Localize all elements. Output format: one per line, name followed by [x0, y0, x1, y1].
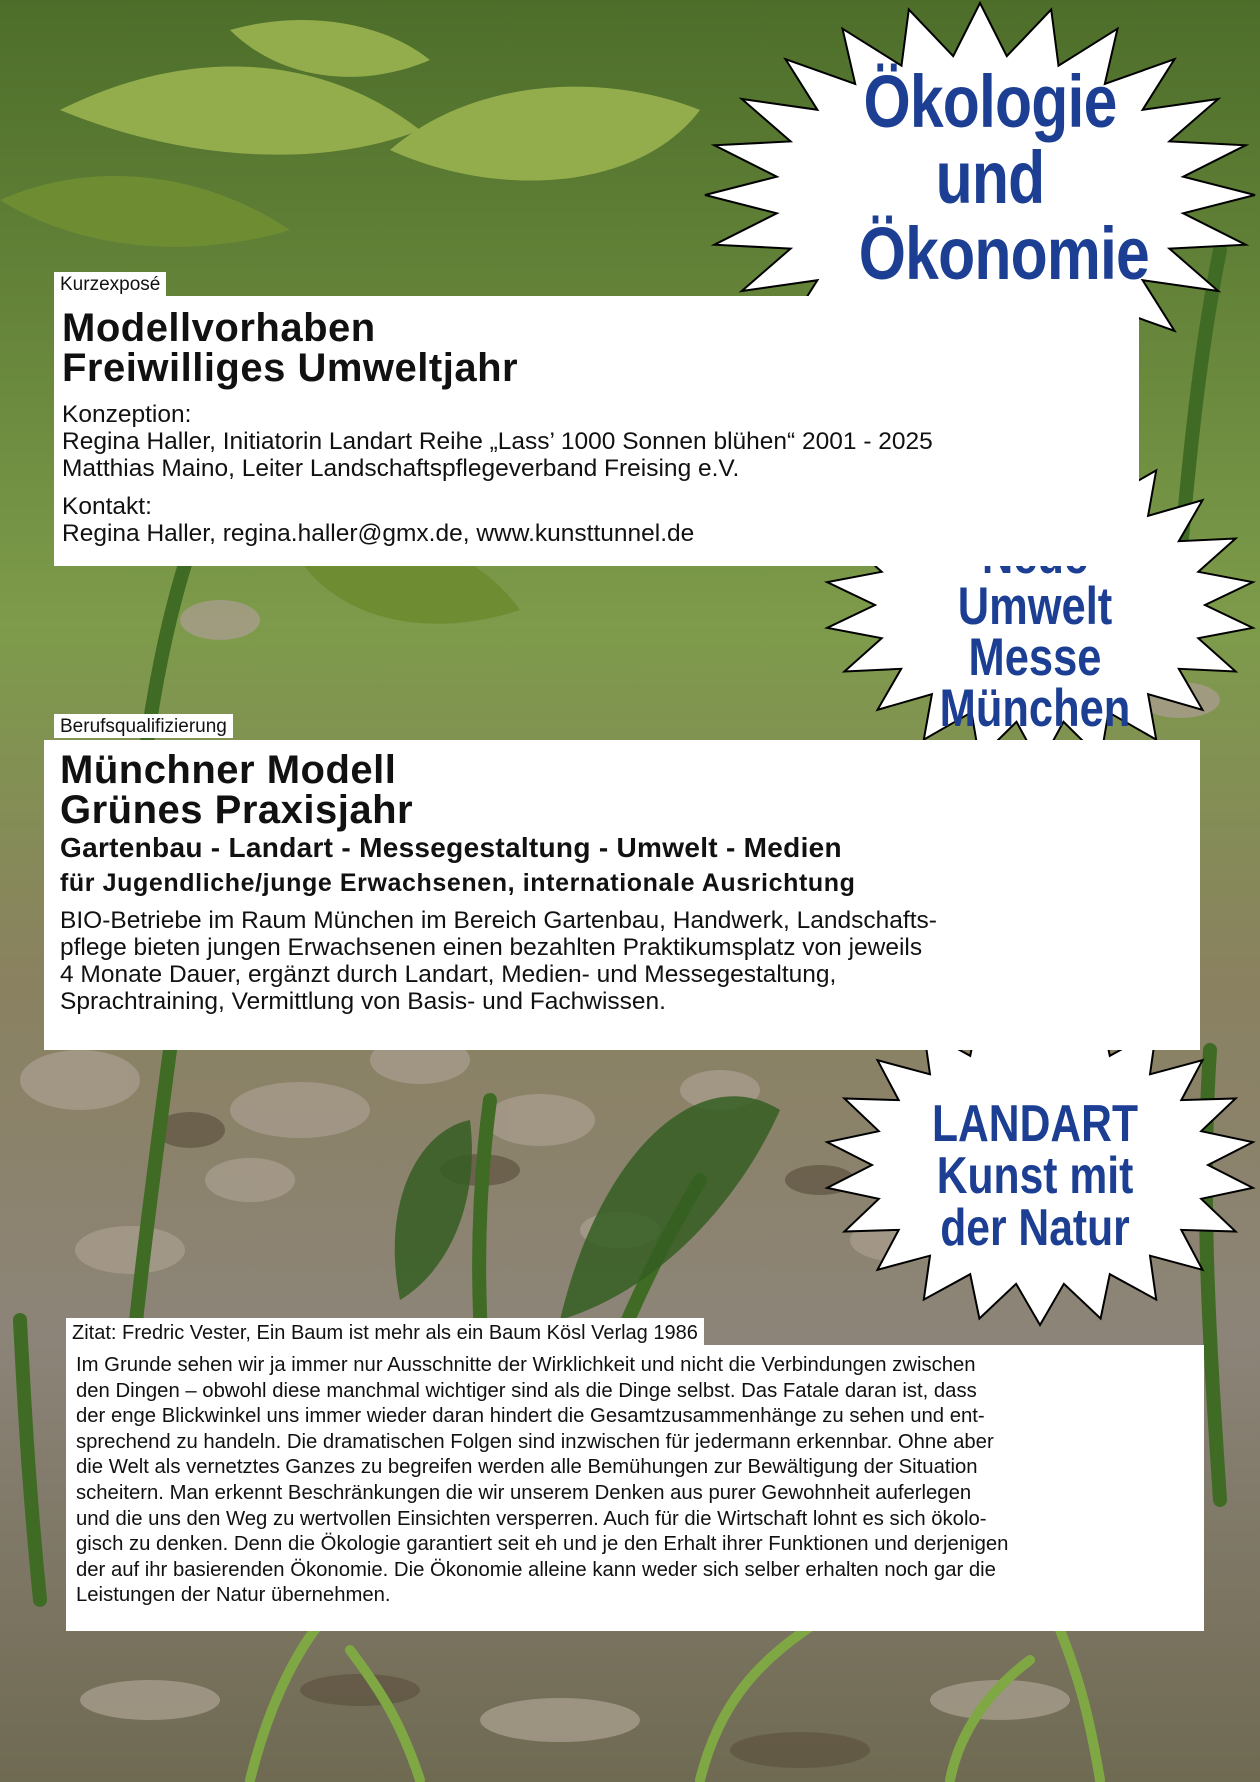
landart-line: Kunst mit	[936, 1147, 1134, 1205]
kontakt-label: Kontakt:	[62, 493, 152, 520]
praxisjahr-description-line: BIO-Betriebe im Raum München im Bereich Gartenbau, Handwerk, Landschafts-	[60, 907, 937, 934]
okologie-line: Ökologie	[863, 60, 1117, 143]
quote-line: sprechend zu handeln. Die dramatischen Folgen sind inzwischen für jedermann erkennbar. Ohne aber	[76, 1430, 994, 1453]
muenchner-modell-title-line: Grünes Praxisjahr	[60, 788, 414, 832]
okologie-headline	[858, 60, 1149, 295]
quote-line: scheitern. Man erkennt Beschränkungen die wir unserem Denken aus purer Gewohnheit auferlegen	[76, 1481, 972, 1504]
praxisjahr-description-line: 4 Monate Dauer, ergänzt durch Landart, Medien- und Messegestaltung,	[60, 961, 837, 988]
landart-headline	[920, 1095, 1150, 1257]
quote-citation-tag	[66, 1318, 704, 1345]
konzeption-line: Regina Haller, Initiatorin Landart Reihe „Lass’ 1000 Sonnen blühen“ 2001 - 2025	[62, 428, 933, 455]
modellvorhaben-title-line: Freiwilliges Umweltjahr	[62, 346, 519, 390]
praxisjahr-description-line: pflege bieten jungen Erwachsenen einen bezahlten Praktikumsplatz von jeweils	[60, 934, 923, 961]
section-modellvorhaben	[54, 296, 1139, 566]
modellvorhaben-title-line: Modellvorhaben	[62, 306, 376, 350]
section-kurzexpose-tag	[54, 272, 166, 296]
quote-line: die Welt als vernetztes Ganzes zu begreifen werden alle Bemühungen zur Bewältigung der Situation	[76, 1456, 978, 1479]
konzeption-line: Matthias Maino, Leiter Landschaftspflegeverband Freising e.V.	[62, 455, 740, 482]
kontakt-line: Regina Haller, regina.haller@gmx.de, www.kunsttunnel.de	[62, 520, 695, 547]
kurzexpose-label: Kurzexposé	[60, 274, 161, 295]
konzeption-label: Konzeption:	[62, 401, 192, 428]
section-vester-quote	[66, 1345, 1204, 1631]
berufsqualifizierung-label: Berufsqualifizierung	[60, 716, 227, 737]
quote-line: gisch zu denken. Denn die Ökologie garantiert seit eh und je den Erhalt ihrer Funktionen und derjenigen	[76, 1533, 1009, 1556]
fields-subtitle: Gartenbau - Landart - Messegestaltung - Umwelt - Medien	[60, 832, 842, 863]
quote-line: den Dingen – obwohl diese manchmal wichtiger sind als die Dinge selbst. Das Fatale daran ist, dass	[76, 1379, 977, 1402]
umwelt-messe-line: Messe	[968, 628, 1102, 687]
muenchner-modell-title-line: Münchner Modell	[60, 748, 397, 792]
praxisjahr-description-line: Sprachtraining, Vermittlung von Basis- und Fachwissen.	[60, 988, 666, 1015]
landart-line: der Natur	[940, 1199, 1130, 1257]
okologie-line: Ökonomie	[858, 212, 1149, 295]
quote-citation: Zitat: Fredric Vester, Ein Baum ist mehr als ein Baum Kösl Verlag 1986	[72, 1322, 698, 1344]
landart-line: LANDART	[931, 1095, 1139, 1153]
quote-line: Im Grunde sehen wir ja immer nur Ausschnitte der Wirklichkeit und nicht die Verbindungen zwischen	[76, 1354, 976, 1376]
section-muenchner-modell	[44, 740, 1200, 1050]
quote-line: der auf ihr basierenden Ökonomie. Die Ökonomie alleine kann weder sich selber erhalten noch gar die	[76, 1558, 996, 1581]
audience-line: für Jugendliche/junge Erwachsenen, internationale Ausrichtung	[60, 869, 856, 897]
quote-line: der enge Blickwinkel uns immer wieder daran hindert die Gesamtzusammenhänge zu sehen und ent-	[76, 1405, 985, 1428]
umwelt-messe-line: Umwelt	[957, 577, 1113, 636]
umwelt-messe-line: München	[939, 679, 1131, 738]
quote-line: Leistungen der Natur übernehmen.	[76, 1584, 391, 1607]
section-berufsqualifizierung-tag	[54, 714, 233, 738]
okologie-line: und	[935, 136, 1045, 219]
quote-line: und die uns den Weg zu wertvollen Einsichten versperren. Auch für die Wirtschaft lohnt es sich ökolo-	[76, 1507, 987, 1530]
